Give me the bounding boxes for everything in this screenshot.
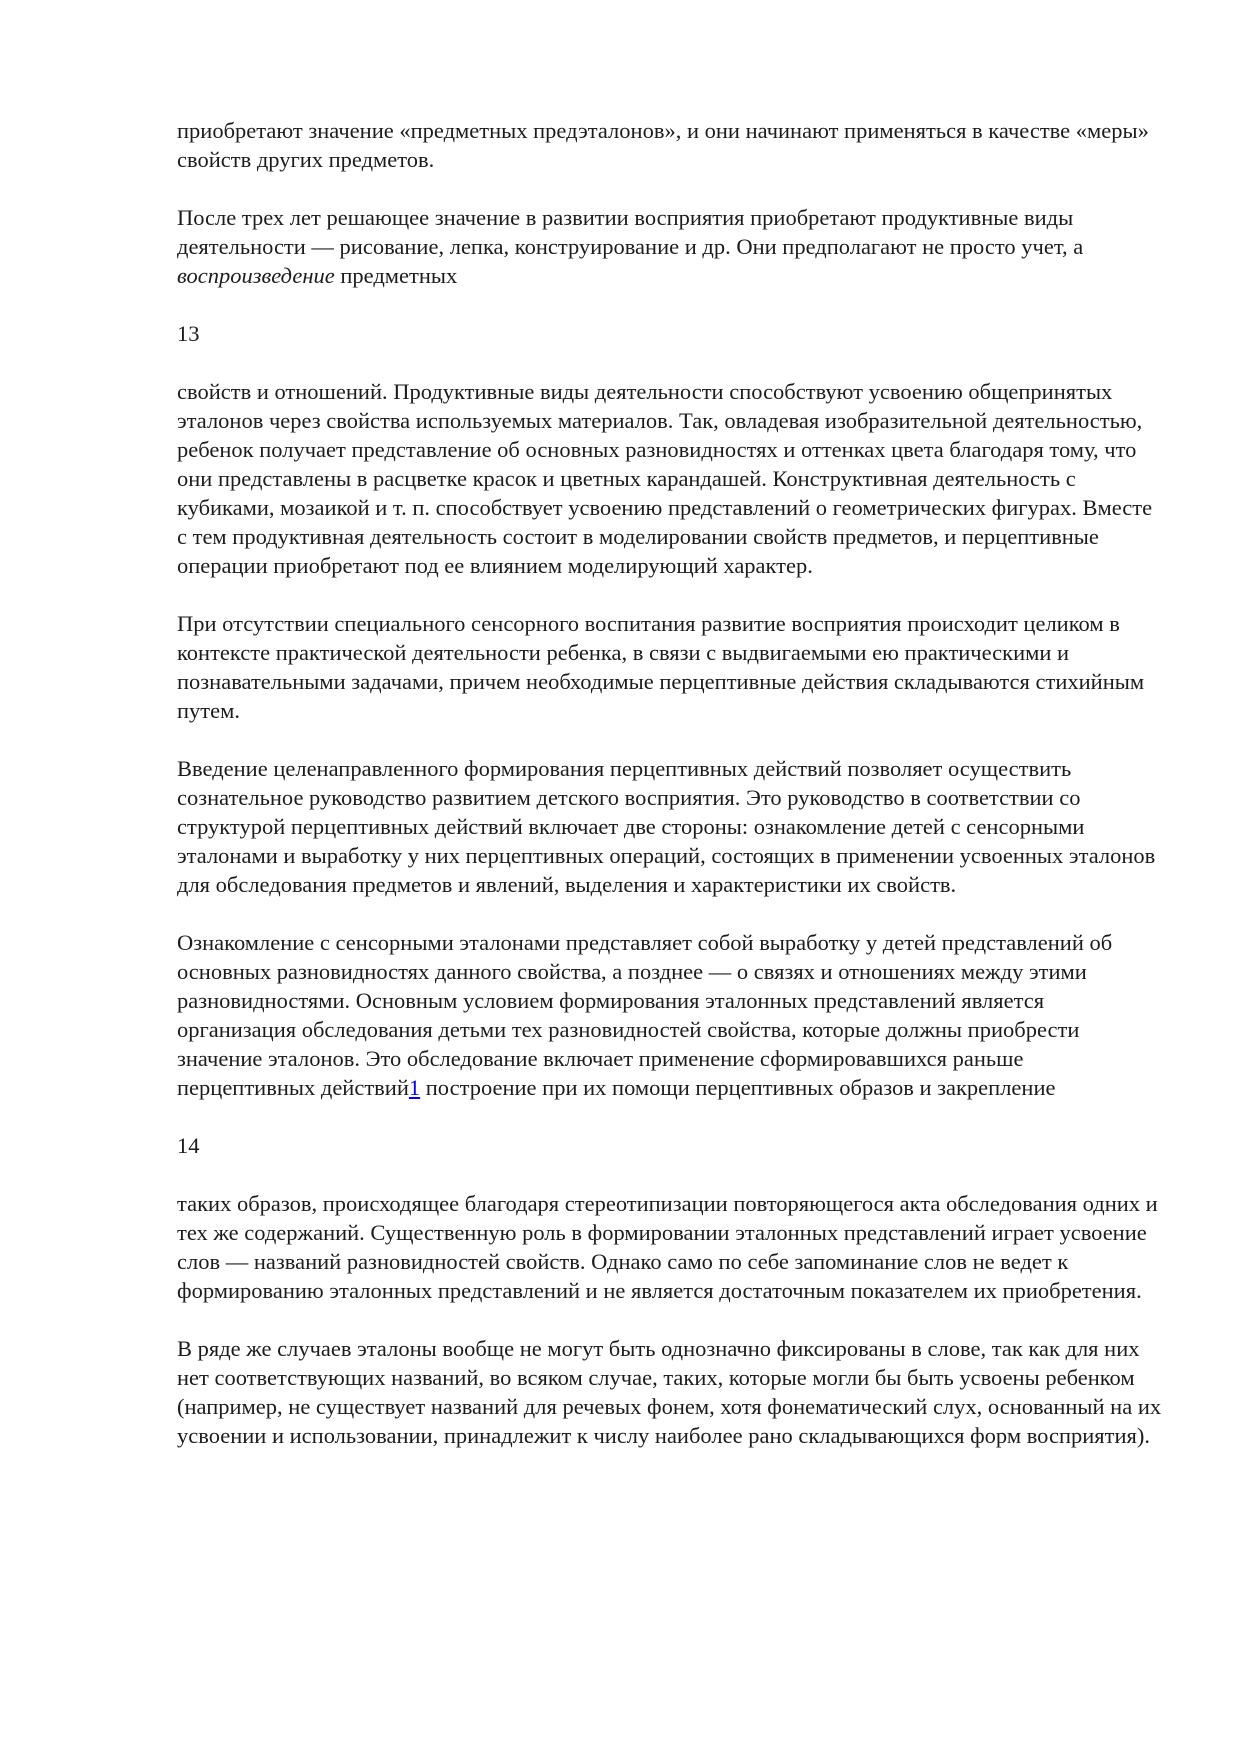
paragraph-4 <box>177 609 1167 725</box>
paragraph-3-text: свойств и отношений. Продуктивные виды деятельности способствуют усвоению общепринятых эталонов через свойства используемых материалов. Так, овладевая изобразительной деятельностью, ребенок получает представление об основных разновидностях и оттенках цвета благодаря тому, что они представлены в расцветке красок и цветных карандашей. Конструктивная деятельность с кубиками, мозаикой и т. п. способствует усвоению представлений о геометрических фигурах. Вместе с тем продуктивная деятельность состоит в моделировании свойств предметов, и перцептивные операции приобретают под ее влиянием моделирующий характер. <box>177 379 1153 578</box>
paragraph-1 <box>177 116 1167 174</box>
paragraph-6-text-before: Ознакомление с сенсорными эталонами представляет собой выработку у детей представлений об основных разновидностях данного свойства, а позднее — о связях и отношениях между этими разновидностями. Основным условием формирования эталонных представлений является организация обследования детьми тех разновидностей свойства, которые должны приобрести значение эталонов. Это обследование включает применение сформировавшихся раньше перцептивных действий <box>177 930 1113 1100</box>
paragraph-7 <box>177 1189 1167 1305</box>
paragraph-5-text: Введение целенаправленного формирования перцептивных действий позволяет осуществить сознательное руководство развитием детского восприятия. Это руководство в соответствии со структурой перцептивных действий включает две стороны: ознакомление детей с сенсорными эталонами и выработку у них перцептивных операций, состоящих в применении усвоенных эталонов для обследования предметов и явлений, выделения и характеристики их свойств. <box>177 756 1156 897</box>
paragraph-2 <box>177 203 1167 290</box>
paragraph-7-text: таких образов, происходящее благодаря стереотипизации повторяющегося акта обследования одних и тех же содержаний. Существенную роль в формировании эталонных представлений играет усвоение слов — названий разновидностей свойств. Однако само по себе запоминание слов не ведет к формированию эталонных представлений и не является достаточным показателем их приобретения. <box>177 1191 1158 1303</box>
document-body <box>177 116 1167 1479</box>
paragraph-5 <box>177 754 1167 899</box>
footnote-link-1[interactable]: 1 <box>408 1075 421 1100</box>
paragraph-2-text-before: После трех лет решающее значение в развитии восприятия приобретают продуктивные виды деятельности — рисование, лепка, конструирование и др. Они предполагают не просто учет, а <box>177 205 1084 259</box>
paragraph-2-emphasis: воспроизведение <box>177 263 335 288</box>
page-number-13: 13 <box>177 321 200 346</box>
paragraph-6 <box>177 928 1167 1102</box>
paragraph-6-text-after: построение при их помощи перцептивных образов и закрепление <box>420 1075 1056 1100</box>
paragraph-2-text-after: предметных <box>334 263 458 288</box>
page-number-14: 14 <box>177 1133 200 1158</box>
paragraph-4-text: При отсутствии специального сенсорного воспитания развитие восприятия происходит целиком в контексте практической деятельности ребенка, в связи с выдвигаемыми ею практическими и познавательными задачами, причем необходимые перцептивные действия складываются стихийным путем. <box>177 611 1145 723</box>
paragraph-1-text: приобретают значение «предметных предэталонов», и они начинают применяться в качестве «меры» свойств других предметов. <box>177 118 1149 172</box>
paragraph-8 <box>177 1334 1167 1450</box>
paragraph-8-text: В ряде же случаев эталоны вообще не могут быть однозначно фиксированы в слове, так как для них нет соответствующих названий, во всяком случае, таких, которые могли бы быть усвоены ребенком (например, не существует названий для речевых фонем, хотя фонематический слух, основанный на их усвоении и использовании, принадлежит к числу наиболее рано складывающихся форм восприятия). <box>177 1336 1162 1448</box>
paragraph-3 <box>177 377 1167 580</box>
